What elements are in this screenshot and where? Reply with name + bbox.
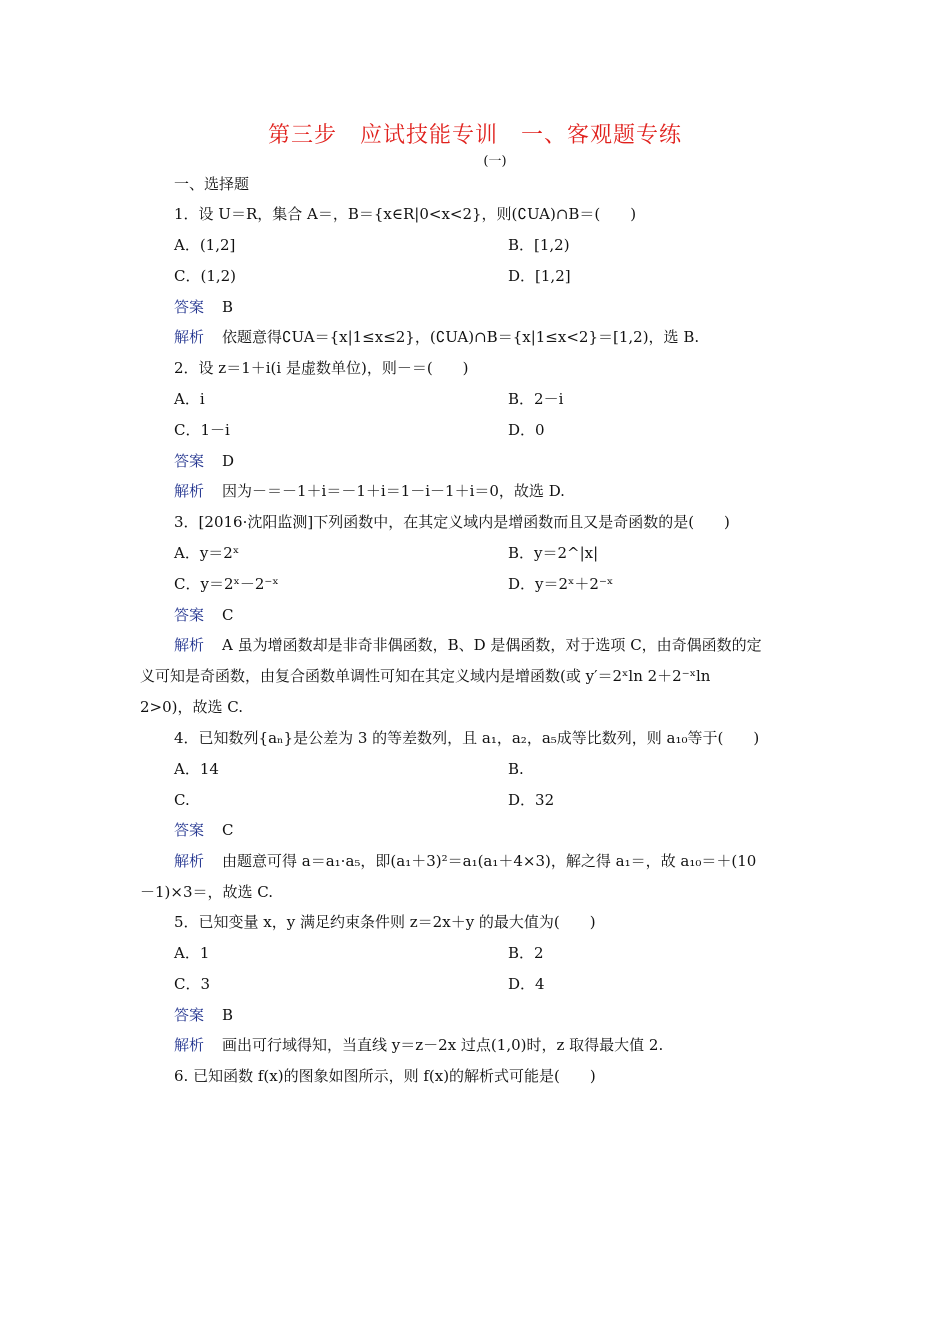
q4-answer-value: C	[222, 821, 234, 839]
q4-option-a: A．14	[174, 760, 219, 778]
answer-tag: 答案	[174, 298, 205, 316]
q5-option-d: D．4	[508, 975, 545, 993]
page-subtitle: (一)	[483, 154, 507, 169]
q3-option-b: B．y＝2^|x|	[508, 544, 599, 562]
q3-analysis-line-2: 义可知是奇函数，由复合函数单调性可知在其定义域内是增函数(或 y′＝2ˣln 2＋2⁻ˣln	[140, 667, 711, 685]
analysis-tag: 解析	[174, 636, 205, 654]
q4-option-d: D．32	[508, 791, 555, 809]
q3-analysis-line-3: 2>0)，故选 C.	[140, 698, 243, 716]
answer-tag: 答案	[174, 452, 205, 470]
answer-tag: 答案	[174, 1006, 205, 1024]
q4-analysis-line-2: －1)×3＝，故选 C.	[140, 883, 273, 901]
q1-analysis	[174, 328, 699, 346]
q2-analysis-text: 因为－＝－1＋i＝－1＋i＝1－i－1＋i＝0，故选 D.	[222, 482, 565, 500]
q2-option-d: D．0	[508, 421, 545, 439]
q3-stem: 3．[2016·沈阳监测]下列函数中，在其定义域内是增函数而且又是奇函数的是( )	[174, 513, 730, 531]
q1-option-c: C．(1,2)	[174, 267, 237, 285]
analysis-tag: 解析	[174, 852, 205, 870]
q5-analysis	[174, 1036, 663, 1054]
q5-analysis-text: 画出可行域得知，当直线 y＝z－2x 过点(1,0)时，z 取得最大值 2.	[222, 1036, 664, 1054]
analysis-tag: 解析	[174, 328, 205, 346]
q2-stem: 2．设 z＝1＋i(i 是虚数单位)，则－＝( )	[174, 359, 469, 377]
q1-option-a: A．(1,2]	[174, 236, 236, 254]
analysis-tag: 解析	[174, 482, 205, 500]
q2-analysis	[174, 482, 565, 500]
q2-answer	[174, 452, 234, 470]
q5-option-c: C．3	[174, 975, 211, 993]
q5-stem: 5．已知变量 x，y 满足约束条件则 z＝2x＋y 的最大值为( )	[174, 913, 596, 931]
q1-option-b: B．[1,2)	[508, 236, 570, 254]
q4-answer	[174, 821, 234, 839]
q2-option-a: A．i	[174, 390, 205, 408]
answer-tag: 答案	[174, 606, 205, 624]
q2-option-c: C．1－i	[174, 421, 230, 439]
q4-analysis-line-1	[174, 852, 756, 870]
q4-option-c: C.	[174, 791, 190, 809]
q1-option-d: D．[1,2]	[508, 267, 571, 285]
q3-answer	[174, 606, 234, 624]
q2-option-b: B．2－i	[508, 390, 564, 408]
q4-analysis-text-1: 由题意可得 a＝a₁·a₅，即(a₁＋3)²＝a₁(a₁＋4×3)，解之得 a₁＝，故 a₁₀＝＋(10	[222, 852, 757, 870]
q3-option-a: A．y＝2ˣ	[174, 544, 240, 562]
q3-option-d: D．y＝2ˣ＋2⁻ˣ	[508, 575, 614, 593]
q1-answer	[174, 298, 233, 316]
q6-stem: 6. 已知函数 f(x)的图象如图所示，则 f(x)的解析式可能是( )	[174, 1067, 596, 1085]
q1-analysis-text: 依题意得∁UA＝{x|1≤x≤2}，(∁UA)∩B＝{x|1≤x<2}＝[1,2)，选 B.	[222, 328, 700, 346]
q5-option-a: A．1	[174, 944, 210, 962]
q5-answer	[174, 1006, 233, 1024]
q4-stem: 4．已知数列{aₙ}是公差为 3 的等差数列，且 a₁，a₂，a₅成等比数列，则 a₁₀等于( )	[174, 729, 760, 747]
q3-analysis-text-1: A 虽为增函数却是非奇非偶函数，B、D 是偶函数，对于选项 C，由奇偶函数的定	[222, 636, 762, 654]
q5-option-b: B．2	[508, 944, 544, 962]
q3-answer-value: C	[222, 606, 234, 624]
analysis-tag: 解析	[174, 1036, 205, 1054]
page-title: 第三步 应试技能专训 一、客观题专练	[267, 123, 682, 148]
q2-answer-value: D	[222, 452, 235, 470]
q3-analysis-line-1	[174, 636, 762, 654]
q3-option-c: C．y＝2ˣ－2⁻ˣ	[174, 575, 279, 593]
q4-option-b: B.	[508, 760, 524, 778]
section-heading: 一、选择题	[174, 175, 250, 193]
q1-stem: 1．设 U＝R，集合 A＝，B＝{x∈R|0<x<2}，则(∁UA)∩B＝( )	[174, 205, 637, 223]
q5-answer-value: B	[222, 1006, 234, 1024]
answer-tag: 答案	[174, 821, 205, 839]
q1-answer-value: B	[222, 298, 234, 316]
